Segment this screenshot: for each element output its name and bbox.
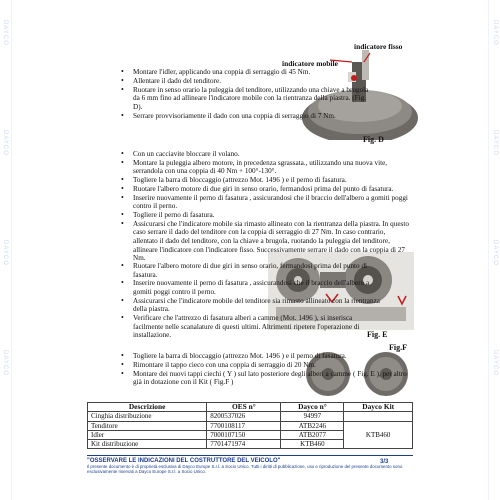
list-item: • Montare dei nuovi tappi ciechi ( Y ) sul lato posteriore degli alberi a camme ( Fig. E ), per altro già in dotazione con il Kit ( Fig.F )	[120, 370, 410, 387]
figure-f-label: Fig.F	[389, 343, 407, 352]
figure-e-label: Fig. E	[367, 330, 388, 339]
watermark-right: DAYCO	[492, 240, 498, 266]
table-cell: Idler	[88, 430, 207, 439]
watermark-right: DAYCO	[492, 20, 498, 46]
list-item: • Verificare che l'attrezzo di fasatura alberi a camme (Mot. 1496 ), si inserisca facilmente nelle scanalature di questi ultimi. Altrimenti ripetere l'operazione di installazione.	[120, 314, 382, 340]
table-cell-kit: KTB460	[344, 421, 413, 449]
list-item: • Inserire nuovamente il perno di fasatura , assicurandosi che il braccio dell'albero a gomiti poggi contro il perno.	[120, 279, 382, 296]
callout-indicatore-fisso: indicatore fisso	[354, 42, 403, 51]
parts-table	[87, 402, 413, 449]
watermark-right: DAYCO	[492, 130, 498, 156]
table-cell	[344, 412, 413, 421]
right-margin-strip	[488, 0, 500, 500]
list-item: • Togliere la barra di bloccaggio (attrezzo Mot. 1496 ) e il perno di fasatura.	[120, 352, 410, 361]
table-cell: ATB2077	[281, 430, 344, 439]
table-header-row	[88, 403, 413, 412]
footer-title: "OSSERVARE LE INDICAZIONI DEL COSTRUTTORE DEL VEICOLO"	[87, 458, 281, 464]
table-cell: 7000107150	[207, 430, 281, 439]
table-cell: Kit distribuzione	[88, 440, 207, 449]
list-item: • Rimontare il tappo cieco con una coppia di serraggio di 20 Nm.	[120, 361, 410, 370]
table-header-cell: OES n°	[207, 403, 281, 412]
table-cell: 7701471974	[207, 440, 281, 449]
table-header-cell: Dayco Kit	[344, 403, 413, 412]
table-row	[88, 412, 413, 421]
table-header-cell: Dayco n°	[281, 403, 344, 412]
instruction-list-top	[120, 68, 370, 120]
page-number: 3/3	[380, 459, 389, 465]
figure-d-label: Fig. D	[363, 135, 384, 144]
footer-note: Il presente documento è di proprietà esclusiva di Dayco Europe S.r.l. a Socio Unico. Tutti i diritti di pubblicazione, uso e riproduzione del presente documento sono esclusivamente riservati a Dayco Europe S.r.l. a Socio Unico.	[87, 464, 403, 475]
table-cell: 8200537026	[207, 412, 281, 421]
footer	[87, 458, 417, 474]
left-margin-strip	[0, 0, 12, 500]
watermark-left: DAYCO	[2, 240, 8, 266]
list-item: • Togliere la barra di bloccaggio (attrezzo Mot. 1496 ) e il perno di fasatura.	[120, 176, 410, 185]
list-item: • Con un cacciavite bloccare il volano.	[120, 150, 410, 159]
list-item: • Montare l'idler, applicando una coppia di serraggio di 45 Nm.	[120, 68, 370, 77]
table-cell: ATB2246	[281, 421, 344, 430]
list-item: • Inserire nuovamente il perno di fasatura , assicurandosi che il braccio dell'albero a gomiti poggi contro il perno.	[120, 194, 410, 211]
footer-divider	[87, 455, 413, 456]
instruction-list-middle	[120, 150, 410, 263]
list-item: • Togliere il perno di fasatura.	[120, 211, 410, 220]
table-cell: Tenditore	[88, 421, 207, 430]
list-item: • Allentare il dado del tenditore.	[120, 77, 370, 86]
watermark-left: DAYCO	[2, 130, 8, 156]
table-cell: 94997	[281, 412, 344, 421]
table-header-cell: Descrizione	[88, 403, 207, 412]
list-item: • Assicurarsi che l'indicatore mobile sia rimasto allineato con la rientranza della piastra. In questo caso serrare il dado del tenditore con la coppia di serraggio di 27 Nm. In caso contrario, allentato il dado del tenditore, con la chiave a brugola, ruotando la puleggia del tenditore, allineare l'indicatore con l'indicatore fisso. Successivamente serrare il dado con la coppia di 27 Nm.	[120, 220, 410, 263]
list-item: • Assicurarsi che l'indicatore mobile del tenditore sia rimasto allineato con la rientranza della piastra.	[120, 297, 382, 314]
table-row	[88, 421, 413, 430]
table-cell: KTB460	[281, 440, 344, 449]
list-item: • Ruotare l'albero motore di due giri in senso orario, fermandosi prima del punto di fasatura.	[120, 262, 382, 279]
callout-indicatore-mobile: indicatore mobile	[282, 59, 338, 68]
watermark-right: DAYCO	[492, 350, 498, 376]
list-item: • Ruotare l'albero motore di due giri in senso orario, fermandosi prima del punto di fasatura.	[120, 185, 410, 194]
instruction-list-lower	[120, 262, 382, 340]
watermark-left: DAYCO	[2, 20, 8, 46]
list-item: • Montare la puleggia albero motore, in precedenza sgrassata., utilizzando una nuova vite, serrandola con una coppia di 40 Nm + 100°-130°.	[120, 159, 410, 176]
watermark-left: DAYCO	[2, 350, 8, 376]
list-item: • Ruotare in senso orario la puleggia del tenditore, utilizzando una chiave a brugola da 6 mm fino ad allineare l'indicatore mobile con la rientranza della piastra. (Fig. D).	[120, 86, 370, 112]
list-item: • Serrare provvisoriamente il dado con una coppia di serraggio di 7 Nm.	[120, 112, 370, 121]
instruction-list-bottom	[120, 352, 410, 387]
table-cell: Cinghia distribuzione	[88, 412, 207, 421]
table-cell: 7700108117	[207, 421, 281, 430]
